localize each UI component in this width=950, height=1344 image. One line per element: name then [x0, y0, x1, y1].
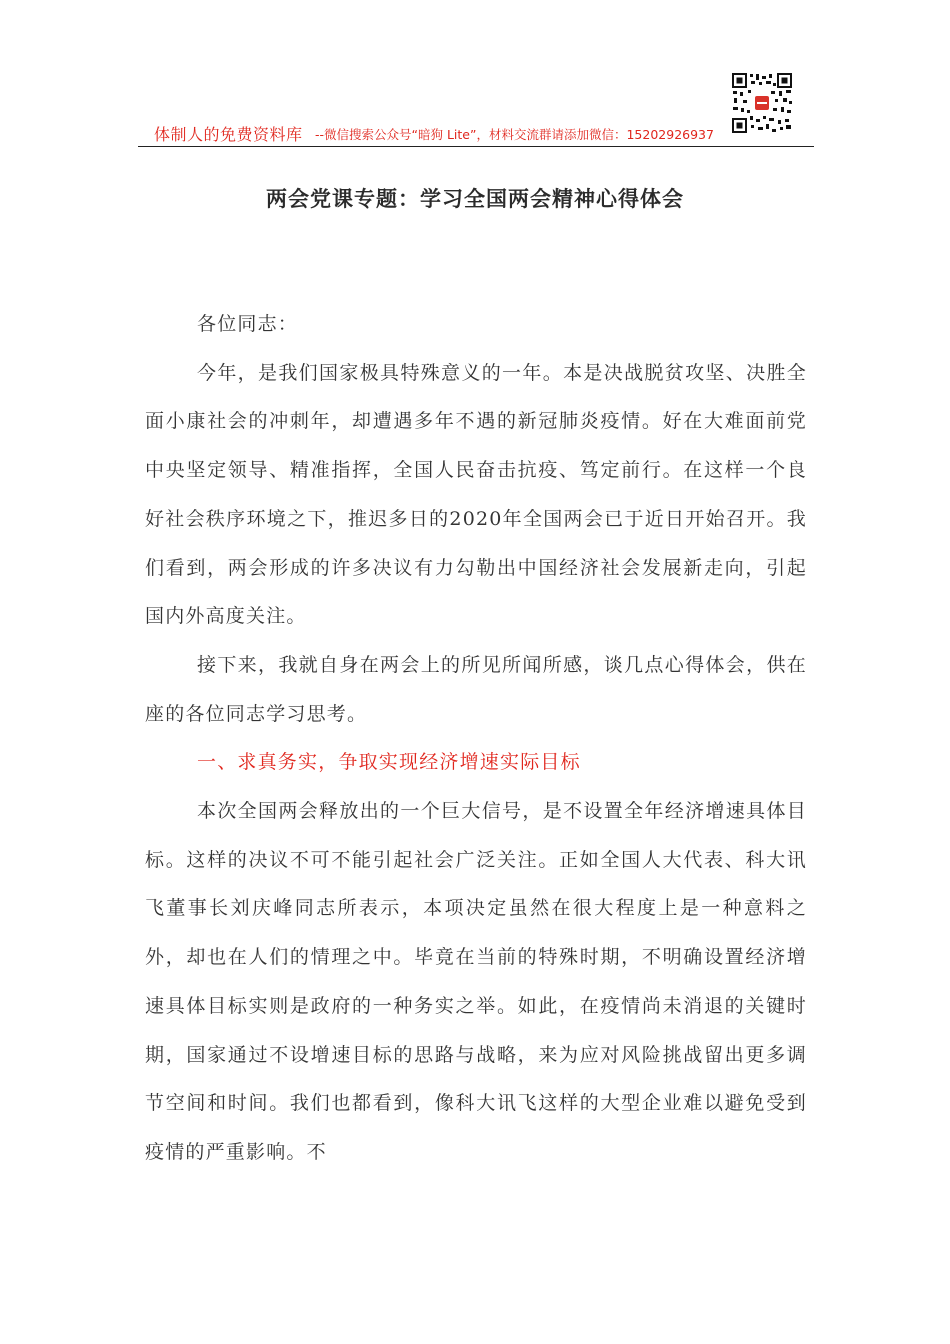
paragraph: 接下来，我就自身在两会上的所见所闻所感，谈几点心得体会，供在座的各位同志学习思考。 [145, 653, 807, 725]
header-contact-note: --微信搜索公众号“暗狗 Lite”，材料交流群请添加微信：15202926937 [315, 127, 714, 142]
section-heading: 一、求真务实，争取实现经济增速实际目标 [197, 751, 581, 774]
page-header [138, 118, 814, 147]
document-title: 两会党课专题：学习全国两会精神心得体会 [266, 186, 684, 211]
header-brand: 体制人的免费资料库 [154, 125, 303, 144]
salutation: 各位同志： [197, 313, 299, 335]
paragraph: 今年，是我们国家极具特殊意义的一年。本是决战脱贫攻坚、决胜全面小康社会的冲刺年，却遭遇多年不遇的新冠肺炎疫情。好在大难面前党中央坚定领导、精准指挥，全国人民奋击抗疫、笃定前行。在这样一个良好社会秩序环境之下，推迟多日的2020年全国两会已于近日开始召开。我们看到，两会形成的许多决议有力勾勒出中国经济社会发展新走向，引起国内外高度关注。 [145, 361, 807, 628]
document-body [145, 300, 807, 1177]
paragraph: 本次全国两会释放出的一个巨大信号，是不设置全年经济增速具体目标。这样的决议不可不能引起社会广泛关注。正如全国人大代表、科大讯飞董事长刘庆峰同志所表示，本项决定虽然在很大程度上是一种意料之外，却也在人们的情理之中。毕竟在当前的特殊时期，不明确设置经济增速具体目标实则是政府的一种务实之举。如此，在疫情尚未消退的关键时期，国家通过不设增速目标的思路与战略，来为应对风险挑战留出更多调节空间和时间。我们也都看到，像科大讯飞这样的大型企业难以避免受到疫情的严重影响。不 [145, 800, 807, 1163]
